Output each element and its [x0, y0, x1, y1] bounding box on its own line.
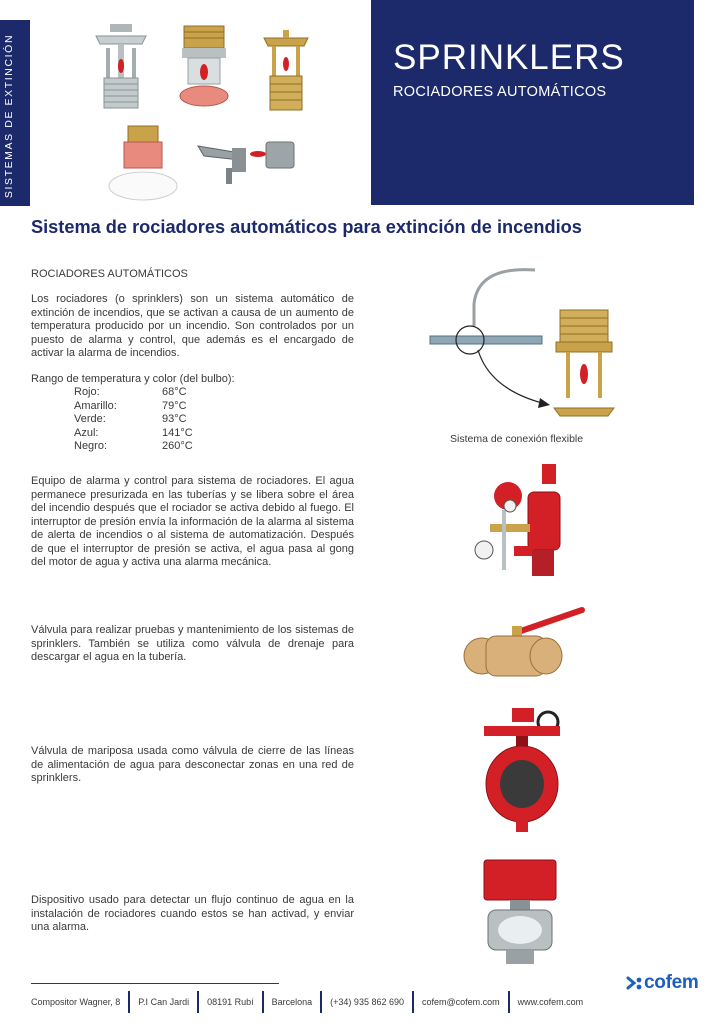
diagram-caption: Sistema de conexión flexible [450, 433, 584, 445]
header-title: SPRINKLERS [393, 38, 625, 77]
sprinkler-sidewall-image [196, 134, 300, 188]
temperature-row: Rojo: 68°C [74, 386, 187, 398]
sprinkler-chrome-image [88, 22, 154, 114]
sidebar-label: SISTEMAS DE EXTINCIÓN [3, 33, 15, 199]
intro-paragraph: Los rociadores (o sprinklers) son un sistema automático de extinción de incendios, que se activan a causa de un aumento de temperatura producido por un incendio. Son controlados por un puesto de alarma y control, que además es el encargado de activar la alarma de incendios. [31, 293, 354, 359]
cofem-logo-text: cofem [644, 972, 699, 993]
footer-industrial-park: P.I Can Jardi [138, 997, 190, 1007]
temperature-table [74, 386, 193, 454]
page-title: Sistema de rociadores automáticos para extinción de incendios [31, 217, 582, 237]
flow-switch-image [480, 856, 560, 968]
temperature-row: Amarillo: 79°C [74, 399, 187, 412]
sprinkler-pendent-image [176, 24, 232, 112]
temperature-row: Verde: 93°C [74, 413, 187, 425]
alarm-paragraph: Equipo de alarma y control para sistema de rociadores. El agua permanece presurizada en las tuberías y se libera sobre el área del incendio después que el rociador se activa debido al fuego. El interruptor de presión envía la información de la alarma al sistema de alerta de incendios o al sistema de automatización. Después de que el interruptor de presión se activa, el agua pasa al gong del motor de agua y activa una alarma mecánica. [31, 475, 354, 568]
valve-paragraph: Válvula para realizar pruebas y mantenimiento de los sistemas de sprinklers. También se utiliza como válvula de drenaje para descargar el agua en la tubería. [31, 624, 354, 663]
footer-website: www.cofem.com [517, 997, 584, 1007]
cofem-logo [626, 972, 698, 994]
temperature-row: Negro: 260°C [74, 440, 193, 452]
footer-postcode: 08191 Rubí [207, 997, 254, 1007]
header-banner [371, 0, 694, 205]
footer-email: cofem@cofem.com [421, 997, 500, 1007]
butterfly-paragraph: Válvula de mariposa usada como válvula de cierre de las líneas de alimentación de agua para desconectar zonas en una red de sprinklers. [31, 745, 354, 784]
temperature-intro: Rango de temperatura y color (del bulbo): [31, 373, 235, 385]
section-label: ROCIADORES AUTOMÁTICOS [31, 268, 188, 280]
footer-city: Barcelona [271, 997, 313, 1007]
header-subtitle: ROCIADORES AUTOMÁTICOS [393, 84, 607, 100]
footer-divider [31, 983, 279, 984]
flow-paragraph: Dispositivo usado para detectar un flujo continuo de agua en la instalación de rociadores cuando estos se han activad, y enviar una alarma. [31, 894, 354, 933]
ball-valve-image [458, 604, 586, 680]
sprinkler-concealed-image [106, 124, 180, 204]
butterfly-valve-image [476, 698, 568, 834]
footer-address: Compositor Wagner, 8 [31, 997, 121, 1007]
footer [31, 990, 591, 1014]
flexible-connection-diagram [428, 264, 624, 426]
alarm-valve-station-image [470, 462, 574, 584]
cofem-logo-icon [626, 974, 644, 992]
temperature-row: Azul: 141°C [74, 426, 193, 439]
sidebar-tab [0, 20, 30, 206]
footer-phone: (+34) 935 862 690 [330, 997, 404, 1007]
sprinkler-brass-image [262, 26, 310, 112]
